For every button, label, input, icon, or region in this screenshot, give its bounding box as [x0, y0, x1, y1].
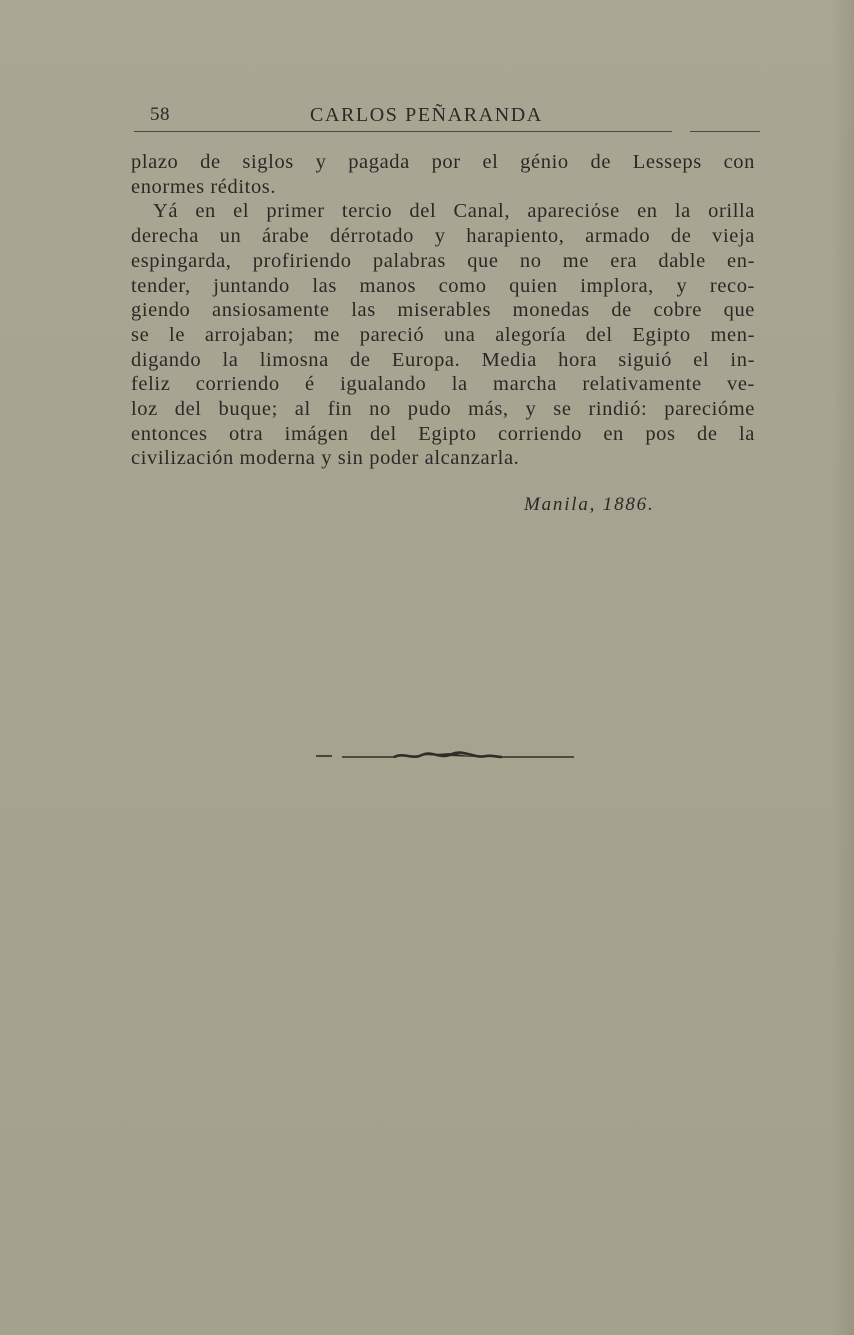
running-head: CARLOS PEÑARANDA [310, 104, 543, 126]
header-rule-fragment [690, 131, 760, 132]
text-line: civilización moderna y sin poder alcanzarla. [131, 447, 520, 470]
body-text [131, 150, 755, 471]
signature-place-date: Manila, 1886. [524, 494, 655, 515]
text-line: giendo ansiosamente las miserables monedas de cobre que [131, 299, 755, 322]
page-number: 58 [150, 104, 170, 125]
text-line: entonces otra imágen del Egipto corriendo en pos de la [131, 422, 755, 445]
page-header [148, 104, 674, 128]
page-edge-shadow [832, 0, 854, 1335]
text-line: Yá en el primer tercio del Canal, apareciόse en la orilla [153, 200, 755, 223]
text-line: enormes réditos. [131, 175, 277, 198]
text-line: se le arrojaban; me pareció una alegoría del Egipto men- [131, 323, 755, 346]
text-line: loz del buque; al fin no pudo más, y se rindió: parecióme [131, 398, 755, 421]
text-line: derecha un árabe dérrotado y harapiento, armado de vieja [131, 225, 755, 248]
end-ornament [316, 748, 574, 764]
text-line: plazo de siglos y pagada por el génio de Lesseps con [131, 151, 755, 173]
text-line: tender, juntando las manos como quien implora, y reco- [131, 274, 755, 297]
text-line: espingarda, profiriendo palabras que no me era dable en- [131, 249, 755, 272]
header-rule [134, 131, 672, 132]
text-line: feliz corriendo é igualando la marcha relativamente ve- [131, 373, 755, 396]
text-line: digando la limosna de Europa. Media hora siguió el in- [131, 348, 755, 371]
